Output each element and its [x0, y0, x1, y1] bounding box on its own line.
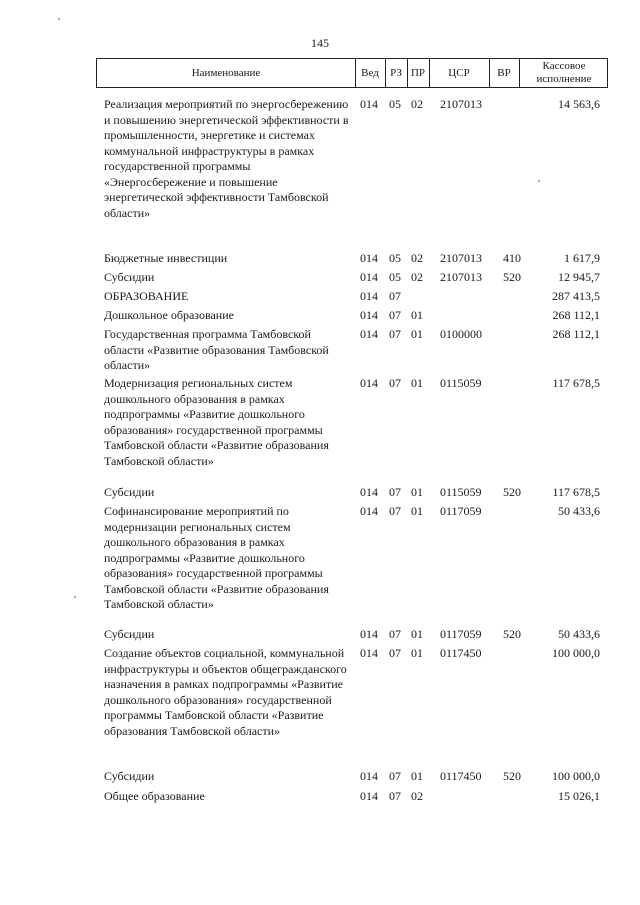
scan-speck	[58, 18, 60, 20]
header-csr: ЦСР	[448, 66, 470, 79]
row-name: Субсидии	[104, 627, 155, 641]
row-pr: 01	[411, 376, 423, 390]
row-amount: 287 413,5	[552, 289, 600, 303]
row-ved: 014	[360, 289, 378, 303]
row-pr: 01	[411, 504, 423, 518]
row-ved: 014	[360, 97, 378, 111]
table-header	[96, 58, 608, 88]
row-name: Реализация мероприятий по энергосбережению и повышению энергетической эффективности в промышленности, энергетике и системах коммунальной инфраструктуры в рамках государственной программы «Энергосбережение и повышение энергетической эффективности Тамбовской области»	[104, 97, 349, 220]
row-name: Создание объектов социальной, коммунальной инфраструктуры и объектов общегражданского назначения в рамках подпрограммы «Развитие дошкольного образования» государственной программы Тамбовской области «Развитие образования Тамбовской области»	[104, 646, 347, 738]
row-amount: 100 000,0	[552, 769, 600, 783]
header-vr: ВР	[497, 66, 511, 79]
row-csr: 0117450	[440, 769, 482, 783]
row-ved: 014	[360, 376, 378, 390]
row-csr: 0115059	[440, 485, 482, 499]
row-ved: 014	[360, 251, 378, 265]
row-name: Модернизация региональных систем дошкольного образования в рамках подпрограммы «Развитие дошкольного образования» государственной программы Тамбовской области «Развитие образования Тамбовской области»	[104, 376, 329, 468]
row-amount: 117 678,5	[552, 485, 600, 499]
row-rz: 05	[389, 270, 401, 284]
header-pr: ПР	[410, 66, 426, 79]
row-amount: 117 678,5	[552, 376, 600, 390]
row-name: Софинансирование мероприятий по модернизации региональных систем дошкольного образования в рамках подпрограммы «Развитие дошкольного образования» государственной программы Тамбовской области «Развитие образования Тамбовской области»	[104, 504, 329, 611]
row-amount: 100 000,0	[552, 646, 600, 660]
header-amount: Кассовое исполнение	[536, 60, 592, 85]
row-name: Дошкольное образование	[104, 308, 234, 322]
row-rz: 07	[389, 627, 401, 641]
row-rz: 07	[389, 504, 401, 518]
header-ved: Вед	[361, 66, 379, 79]
row-vr: 520	[503, 627, 521, 641]
row-csr: 0117059	[440, 627, 482, 641]
row-rz: 05	[389, 251, 401, 265]
row-rz: 07	[389, 327, 401, 341]
row-amount: 50 433,6	[558, 627, 600, 641]
row-amount: 12 945,7	[558, 270, 600, 284]
scan-speck	[74, 596, 76, 598]
row-rz: 07	[389, 485, 401, 499]
row-pr: 01	[411, 627, 423, 641]
row-ved: 014	[360, 769, 378, 783]
row-vr: 520	[503, 270, 521, 284]
row-name: Субсидии	[104, 769, 155, 783]
row-amount: 14 563,6	[558, 97, 600, 111]
row-vr: 520	[503, 485, 521, 499]
row-rz: 05	[389, 97, 401, 111]
row-csr: 2107013	[440, 97, 482, 111]
row-amount: 268 112,1	[552, 327, 600, 341]
row-amount: 1 617,9	[564, 251, 600, 265]
row-rz: 07	[389, 376, 401, 390]
row-csr: 0115059	[440, 376, 482, 390]
row-pr: 01	[411, 308, 423, 322]
row-amount: 50 433,6	[558, 504, 600, 518]
row-rz: 07	[389, 646, 401, 660]
row-pr: 01	[411, 646, 423, 660]
row-vr: 520	[503, 769, 521, 783]
row-rz: 07	[389, 789, 401, 803]
row-csr: 0117059	[440, 504, 482, 518]
row-csr: 2107013	[440, 251, 482, 265]
row-ved: 014	[360, 504, 378, 518]
row-name: Бюджетные инвестиции	[104, 251, 228, 265]
row-ved: 014	[360, 789, 378, 803]
row-name: Субсидии	[104, 270, 155, 284]
row-rz: 07	[389, 308, 401, 322]
row-pr: 01	[411, 485, 423, 499]
row-ved: 014	[360, 485, 378, 499]
row-csr: 2107013	[440, 270, 482, 284]
row-amount: 268 112,1	[552, 308, 600, 322]
row-ved: 014	[360, 308, 378, 322]
row-ved: 014	[360, 327, 378, 341]
row-csr: 0100000	[440, 327, 482, 341]
page-number: 145	[311, 36, 329, 50]
header-name: Наименование	[191, 66, 261, 79]
row-pr: 02	[411, 789, 423, 803]
row-rz: 07	[389, 769, 401, 783]
row-ved: 014	[360, 627, 378, 641]
row-ved: 014	[360, 270, 378, 284]
row-pr: 02	[411, 270, 423, 284]
row-name: ОБРАЗОВАНИЕ	[104, 289, 189, 303]
row-name: Общее образование	[104, 789, 205, 803]
row-name: Государственная программа Тамбовской области «Развитие образования Тамбовской области»	[104, 327, 329, 372]
row-vr: 410	[503, 251, 521, 265]
header-rz: РЗ	[390, 66, 402, 79]
row-pr: 01	[411, 769, 423, 783]
row-amount: 15 026,1	[558, 789, 600, 803]
row-pr: 02	[411, 251, 423, 265]
row-rz: 07	[389, 289, 401, 303]
row-ved: 014	[360, 646, 378, 660]
row-name: Субсидии	[104, 485, 155, 499]
scan-speck	[538, 180, 540, 182]
header-divider	[519, 59, 520, 87]
row-pr: 01	[411, 327, 423, 341]
row-pr: 02	[411, 97, 423, 111]
row-csr: 0117450	[440, 646, 482, 660]
